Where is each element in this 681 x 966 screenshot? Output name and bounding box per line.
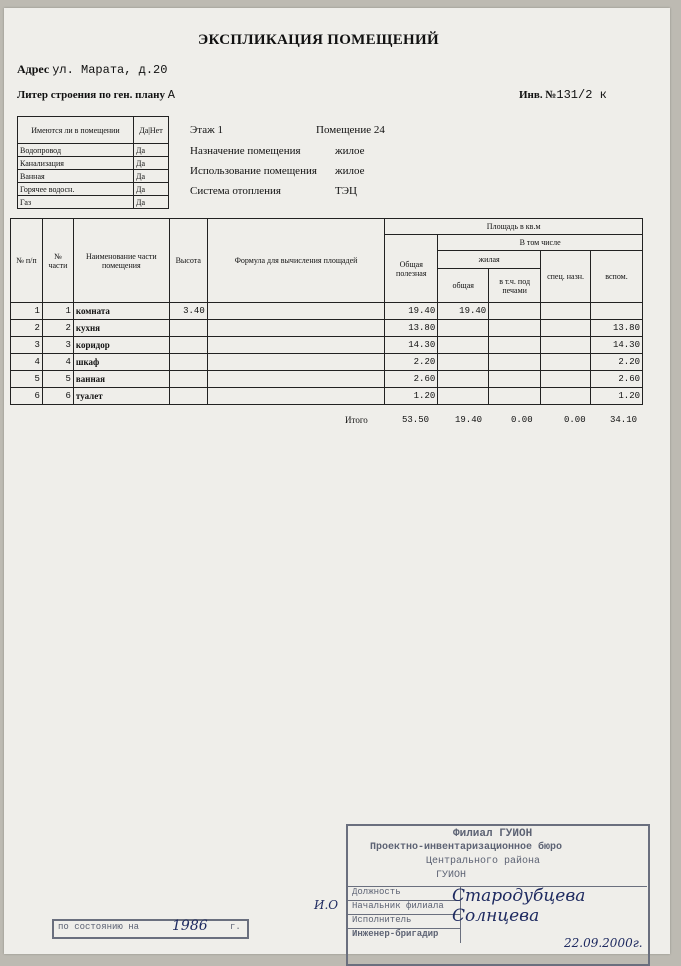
table-row [11, 320, 643, 337]
stamp-line4: ГУИОН [436, 870, 467, 881]
cell-special [541, 303, 591, 320]
cell-name: шкаф [73, 354, 169, 371]
cell-total: 14.30 [385, 337, 438, 354]
cell-name: коридор [73, 337, 169, 354]
utility-name: Ванная [18, 170, 134, 183]
cell-formula [207, 303, 385, 320]
cell-height [169, 337, 207, 354]
header-stoves: в т.ч. под печами [489, 269, 541, 303]
table-row [11, 354, 643, 371]
cell-part: 5 [42, 371, 73, 388]
inv-value: 131/2 к [556, 88, 607, 102]
header-special: спец. назн. [541, 251, 591, 303]
cell-stoves [489, 371, 541, 388]
heating-value: ТЭЦ [335, 185, 357, 197]
cell-stoves [489, 320, 541, 337]
cell-num: 4 [11, 354, 43, 371]
cell-part: 3 [42, 337, 73, 354]
document-sheet [4, 8, 670, 954]
state-label: по состоянию на [58, 922, 140, 932]
totals-total: 53.50 [402, 415, 430, 425]
cell-part: 6 [42, 388, 73, 405]
utility-value: Да [134, 196, 169, 209]
cell-part: 2 [42, 320, 73, 337]
cell-total: 2.20 [385, 354, 438, 371]
table-row [11, 303, 643, 320]
cell-num: 3 [11, 337, 43, 354]
utility-value: Да [134, 183, 169, 196]
rooms-table [10, 218, 643, 405]
utility-name: Газ [18, 196, 134, 209]
room-info [316, 124, 385, 136]
cell-total: 1.20 [385, 388, 438, 405]
utilities-header-yn: Да|Нет [134, 117, 169, 144]
usage-value: жилое [335, 165, 365, 177]
cell-stoves [489, 354, 541, 371]
cell-formula [207, 388, 385, 405]
totals-aux: 34.10 [610, 415, 638, 425]
cell-special [541, 371, 591, 388]
usage-label: Использование помещения [190, 165, 317, 177]
table-row [11, 388, 643, 405]
signature-2: Солнцева [452, 906, 540, 926]
document-title: ЭКСПЛИКАЦИЯ ПОМЕЩЕНИЙ [198, 32, 439, 48]
cell-part: 1 [42, 303, 73, 320]
cell-special [541, 388, 591, 405]
stamp-role1: Должность [348, 886, 460, 900]
liter-line [17, 88, 175, 102]
cell-formula [207, 320, 385, 337]
cell-living [438, 371, 489, 388]
utilities-table [17, 116, 169, 209]
cell-aux: 1.20 [591, 388, 643, 405]
liter-value: А [167, 88, 175, 102]
totals-special: 0.00 [564, 415, 586, 425]
totals-label: Итого [345, 415, 368, 425]
cell-name: ванная [73, 371, 169, 388]
cell-part: 4 [42, 354, 73, 371]
cell-name: комната [73, 303, 169, 320]
cell-num: 5 [11, 371, 43, 388]
cell-special [541, 320, 591, 337]
cell-height [169, 371, 207, 388]
state-year: 1986 [172, 918, 208, 934]
signature-date: 22.09.2000г. [564, 936, 643, 950]
cell-living [438, 337, 489, 354]
state-suffix: г. [230, 922, 241, 932]
header-part: № части [42, 219, 73, 303]
utility-value: Да [134, 157, 169, 170]
floor-info [190, 124, 223, 136]
header-living: жилая [438, 251, 541, 269]
stamp-role4: Инженер-бригадир [348, 928, 460, 942]
cell-special [541, 354, 591, 371]
cell-num: 2 [11, 320, 43, 337]
totals-living: 19.40 [455, 415, 483, 425]
purpose-label: Назначение помещения [190, 145, 301, 157]
room-label: Помещение [316, 124, 372, 136]
state-stamp [52, 919, 249, 939]
purpose-value: жилое [335, 145, 365, 157]
cell-height [169, 354, 207, 371]
utilities-row [18, 196, 169, 209]
utilities-row [18, 144, 169, 157]
cell-aux: 13.80 [591, 320, 643, 337]
cell-stoves [489, 337, 541, 354]
utility-value: Да [134, 170, 169, 183]
table-row [11, 337, 643, 354]
heating-label: Система отопления [190, 185, 281, 197]
cell-formula [207, 371, 385, 388]
utility-name: Канализация [18, 157, 134, 170]
utilities-row [18, 157, 169, 170]
cell-num: 6 [11, 388, 43, 405]
address-line [17, 62, 167, 77]
cell-height [169, 388, 207, 405]
cell-living [438, 354, 489, 371]
header-formula: Формула для вычисления площадей [207, 219, 385, 303]
cell-total: 19.40 [385, 303, 438, 320]
header-aux: вспом. [591, 251, 643, 303]
utility-name: Водопровод [18, 144, 134, 157]
cell-aux [591, 303, 643, 320]
liter-label: Литер строения по ген. плану [17, 89, 165, 101]
inv-label: Инв. № [519, 89, 557, 101]
cell-height: 3.40 [169, 303, 207, 320]
header-height: Высота [169, 219, 207, 303]
stamp-line2: Проектно-инвентаризационное бюро [370, 842, 563, 853]
room-value: 24 [373, 124, 385, 136]
signature-prefix: И.О [314, 898, 339, 912]
cell-aux: 2.20 [591, 354, 643, 371]
header-total: Общая полезная [385, 235, 438, 303]
utilities-row [18, 170, 169, 183]
signature-1: Стародубцева [452, 886, 586, 906]
utility-value: Да [134, 144, 169, 157]
cell-stoves [489, 388, 541, 405]
utilities-header-name: Имеются ли в помещении [18, 117, 134, 144]
header-num: № п/п [11, 219, 43, 303]
header-area: Площадь в кв.м [385, 219, 643, 235]
cell-formula [207, 354, 385, 371]
cell-total: 2.60 [385, 371, 438, 388]
cell-special [541, 337, 591, 354]
stamp-org: Филиал ГУИОН [453, 828, 533, 840]
header-name: Наименование части помещения [73, 219, 169, 303]
cell-height [169, 320, 207, 337]
cell-living [438, 320, 489, 337]
table-row [11, 371, 643, 388]
cell-living: 19.40 [438, 303, 489, 320]
cell-aux: 14.30 [591, 337, 643, 354]
stamp-role3: Исполнитель [348, 914, 460, 928]
floor-label: Этаж [190, 124, 215, 136]
cell-living [438, 388, 489, 405]
floor-value: 1 [217, 124, 223, 136]
utilities-row [18, 183, 169, 196]
cell-name: туалет [73, 388, 169, 405]
cell-stoves [489, 303, 541, 320]
cell-aux: 2.60 [591, 371, 643, 388]
stamp-role2: Начальник филиала [348, 900, 460, 914]
cell-name: кухня [73, 320, 169, 337]
cell-total: 13.80 [385, 320, 438, 337]
header-incl: В том числе [438, 235, 643, 251]
inventory-number [519, 88, 607, 102]
utility-name: Горячее водосн. [18, 183, 134, 196]
totals-stoves: 0.00 [511, 415, 533, 425]
stamp-line3: Центрального района [426, 856, 541, 867]
address-value: ул. Марата, д.20 [52, 63, 168, 77]
address-label: Адрес [17, 62, 50, 76]
cell-num: 1 [11, 303, 43, 320]
cell-formula [207, 337, 385, 354]
header-common: общая [438, 269, 489, 303]
